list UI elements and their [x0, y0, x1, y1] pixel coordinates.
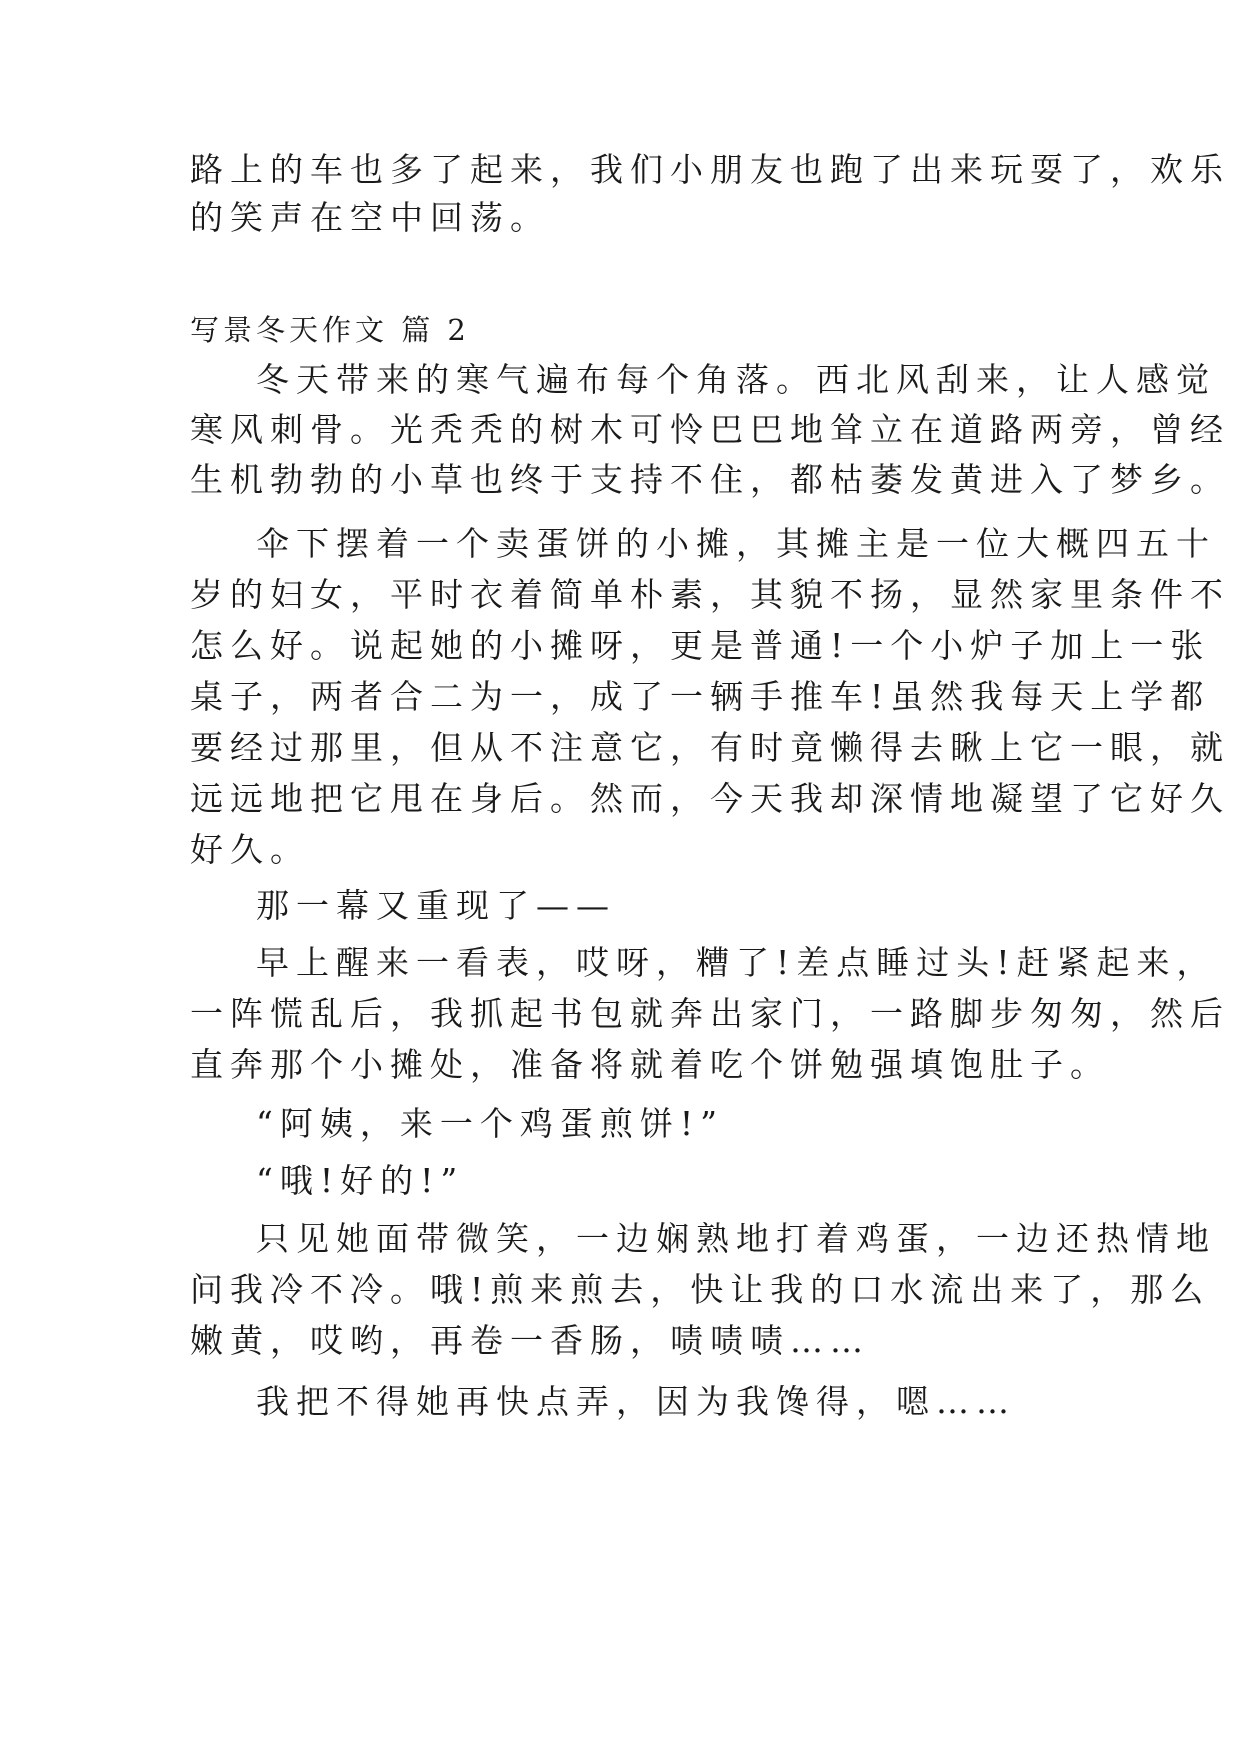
text-line: 远远地把它甩在身后。然而，今天我却深情地凝望了它好久 [190, 779, 1230, 818]
text-line: 伞下摆着一个卖蛋饼的小摊，其摊主是一位大概四五十 [256, 524, 1216, 563]
text-line: 直奔那个小摊处，准备将就着吃个饼勉强填饱肚子。 [190, 1045, 1110, 1084]
text-line: 路上的车也多了起来，我们小朋友也跑了出来玩耍了，欢乐 [190, 150, 1230, 189]
text-line: 岁的妇女，平时衣着简单朴素，其貌不扬，显然家里条件不 [190, 575, 1230, 614]
section-heading: 写景冬天作文 篇 2 [190, 313, 470, 347]
text-line: 嫩黄，哎哟，再卷一香肠，啧啧啧…… [190, 1321, 870, 1360]
text-line: 的笑声在空中回荡。 [190, 198, 550, 237]
text-line: 早上醒来一看表，哎呀，糟了!差点睡过头!赶紧起来， [256, 943, 1217, 982]
text-line: 寒风刺骨。光秃秃的树木可怜巴巴地耸立在道路两旁，曾经 [190, 410, 1230, 449]
text-line: “哦!好的!” [256, 1161, 465, 1200]
text-line: 生机勃勃的小草也终于支持不住，都枯萎发黄进入了梦乡。 [190, 460, 1230, 499]
text-line: 只见她面带微笑，一边娴熟地打着鸡蛋，一边还热情地 [256, 1219, 1216, 1258]
text-line: 我把不得她再快点弄，因为我馋得，嗯…… [256, 1382, 1016, 1421]
text-line: 问我冷不冷。哦!煎来煎去，快让我的口水流出来了，那么 [190, 1270, 1211, 1309]
text-line: 要经过那里，但从不注意它，有时竟懒得去瞅上它一眼，就 [190, 728, 1230, 767]
text-line: 桌子，两者合二为一，成了一辆手推车!虽然我每天上学都 [190, 677, 1211, 716]
text-line: 一阵慌乱后，我抓起书包就奔出家门，一路脚步匆匆，然后 [190, 994, 1230, 1033]
text-line: 冬天带来的寒气遍布每个角落。西北风刮来，让人感觉 [256, 360, 1216, 399]
text-line: 怎么好。说起她的小摊呀，更是普通!一个小炉子加上一张 [190, 626, 1211, 665]
text-line: 好久。 [190, 830, 310, 869]
text-line: 那一幕又重现了—— [256, 886, 616, 925]
text-line: “阿姨，来一个鸡蛋煎饼!” [256, 1104, 725, 1143]
